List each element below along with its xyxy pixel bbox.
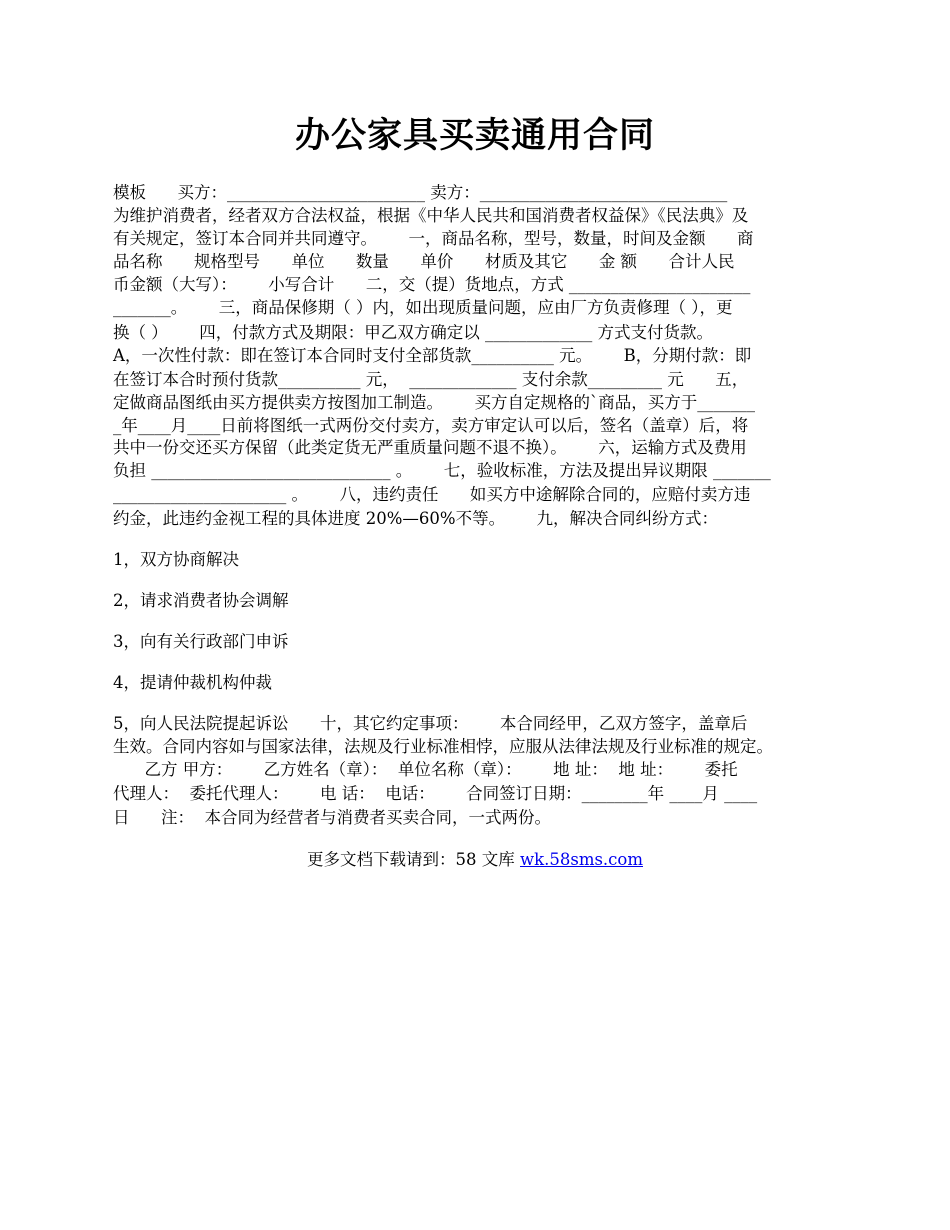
document-title: 办公家具买卖通用合同: [294, 115, 655, 156]
list-item-3: 3，向有关行政部门申诉: [113, 632, 289, 651]
body-line-2: 为维护消费者，经者双方合法权益，根据《中华人民共和国消费者权益保》《民法典》及: [113, 206, 749, 225]
body-line-16: 5，向人民法院提起诉讼 十，其它约定事项： 本合同经甲，乙双方签字，盖章后: [113, 714, 748, 733]
footer-text: 更多文档下载请到：58 文库: [306, 850, 520, 869]
list-item-2: 2，请求消费者协会调解: [113, 591, 289, 610]
body-line-4: 品名称 规格型号 单位 数量 单价 材质及其它 金 额 合计人民: [113, 252, 735, 271]
body-line-5: 币金额（大写）： 小写合计 二，交（提）货地点，方式 ______________________: [113, 275, 751, 294]
body-line-3: 有关规定，签订本合同并共同遵守。 一，商品名称，型号，数量，时间及金额 商: [113, 229, 754, 248]
body-line-1: 模板 买方：________________________ 卖方：______________________________: [113, 183, 728, 202]
signature-line-1: 乙方 甲方： 乙方姓名（章）： 单位名称（章）： 地 址： 地 址： 委托: [113, 760, 738, 779]
signature-line-3: 日 注： 本合同为经营者与消费者买卖合同，一式两份。: [113, 808, 551, 827]
body-line-17: 生效。合同内容如与国家法律，法规及行业标准相悖，应服从法律法规及行业标准的规定。: [113, 737, 773, 756]
body-line-9: 在签订本合时预付货款__________ 元， _____________ 支付余款_________ 元 五，: [113, 370, 749, 389]
list-item-4: 4，提请仲裁机构仲裁: [113, 673, 272, 692]
body-line-8: A，一次性付款：即在签订本合同时支付全部货款__________ 元。 B，分期付款：即: [113, 346, 752, 365]
body-line-14: _____________________ 。 八，违约责任 如买方中途解除合同的，应赔付卖方违: [113, 485, 751, 504]
list-item-1: 1，双方协商解决: [113, 550, 239, 569]
body-line-10: 定做商品图纸由买方提供卖方按图加工制造。 买方自定规格的`商品，买方于_______: [113, 393, 755, 412]
footer: [0, 848, 950, 871]
body-line-11: _年____月____日前将图纸一式两份交付卖方，卖方审定认可以后，签名（盖章）后，将: [113, 416, 749, 435]
body-line-7: 换（ ） 四，付款方式及期限：甲乙双方确定以 _____________ 方式支付货款。: [113, 323, 713, 342]
body-line-15: 约金，此违约金视工程的具体进度 20%—60%不等。 九，解决合同纠纷方式：: [113, 509, 719, 528]
body-line-12: 共中一份交还买方保留（此类定货无严重质量问题不退不换）。 六，运输方式及费用: [113, 438, 747, 457]
body-line-13: 负担 _____________________________ 。 七，验收标准，方法及提出异议期限 _______: [113, 461, 771, 480]
signature-line-2: 代理人： 委托代理人： 电 话： 电话： 合同签订日期：________年 ____月 ____: [113, 784, 758, 803]
footer-link[interactable]: wk.58sms.com: [519, 850, 643, 869]
body-line-6: _______。 三，商品保修期（ ）内，如出现质量问题，应由厂方负责修理（ ），更: [113, 298, 733, 317]
